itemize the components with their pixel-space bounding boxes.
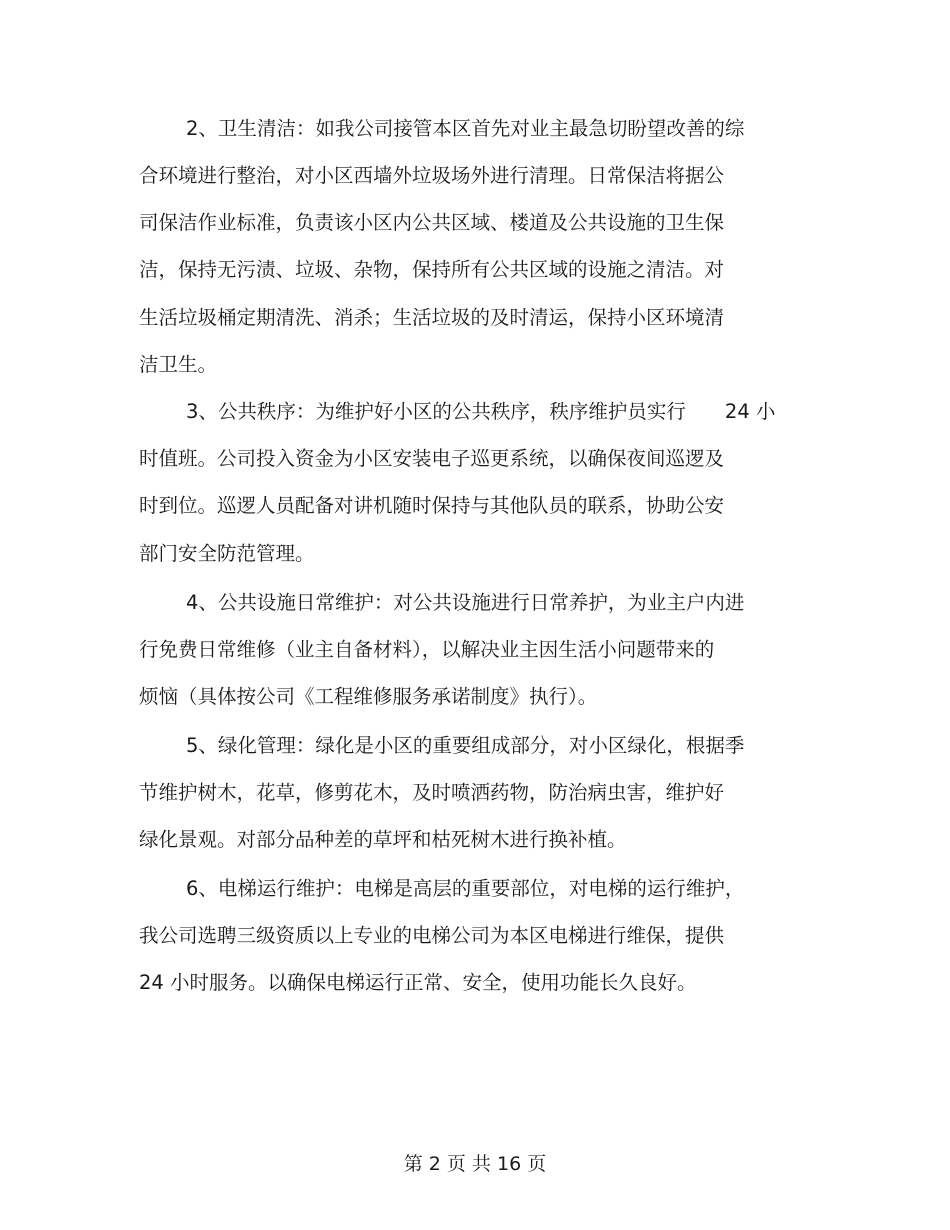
paragraph-line: 6、电梯运行维护：电梯是高层的重要部位，对电梯的运行维护， bbox=[186, 877, 745, 900]
paragraph-line: 洁卫生。 bbox=[139, 353, 218, 376]
paragraph-line: 合环境进行整治，对小区西墙外垃圾场外进行清理。日常保洁将据公 bbox=[139, 164, 725, 187]
paragraph-line: 烦恼（具体按公司《工程维修服务承诺制度》执行）。 bbox=[139, 685, 598, 708]
paragraph-line: 24 小时服务。以确保电梯运行正常、安全，使用功能长久良好。 bbox=[139, 971, 697, 994]
paragraph-line: 我公司选聘三级资质以上专业的电梯公司为本区电梯进行维保，提供 bbox=[139, 924, 725, 947]
page-number-footer: 第 2 页 共 16 页 bbox=[403, 1153, 547, 1175]
paragraph-line: 绿化景观。对部分品种差的草坪和枯死树木进行换补植。 bbox=[139, 828, 627, 851]
paragraph-line: 部门安全防范管理。 bbox=[139, 542, 315, 565]
paragraph-line: 生活垃圾桶定期清洗、消杀；生活垃圾的及时清运，保持小区环境清 bbox=[139, 306, 725, 329]
paragraph-line: 行免费日常维修（业主自备材料），以解决业主因生活小问题带来的 bbox=[139, 638, 715, 661]
paragraph-line: 2、卫生清洁：如我公司接管本区首先对业主最急切盼望改善的综 bbox=[186, 117, 745, 140]
paragraph-line: 洁，保持无污渍、垃圾、杂物，保持所有公共区域的设施之清洁。对 bbox=[139, 258, 725, 281]
paragraph-line: 节维护树木，花草，修剪花木，及时喷洒药物，防治病虫害，维护好 bbox=[139, 781, 725, 804]
paragraph-line: 5、绿化管理：绿化是小区的重要组成部分，对小区绿化，根据季 bbox=[186, 734, 745, 757]
paragraph-line: 3、公共秩序：为维护好小区的公共秩序，秩序维护员实行 24 小 bbox=[186, 400, 776, 423]
paragraph-line: 时值班。公司投入资金为小区安装电子巡更系统，以确保夜间巡逻及 bbox=[139, 447, 725, 470]
paragraph-line: 时到位。巡逻人员配备对讲机随时保持与其他队员的联系，协助公安 bbox=[139, 494, 725, 517]
paragraph-line: 4、公共设施日常维护：对公共设施进行日常养护，为业主户内进 bbox=[186, 591, 745, 614]
paragraph-line: 司保洁作业标准，负责该小区内公共区域、楼道及公共设施的卫生保 bbox=[139, 211, 725, 234]
